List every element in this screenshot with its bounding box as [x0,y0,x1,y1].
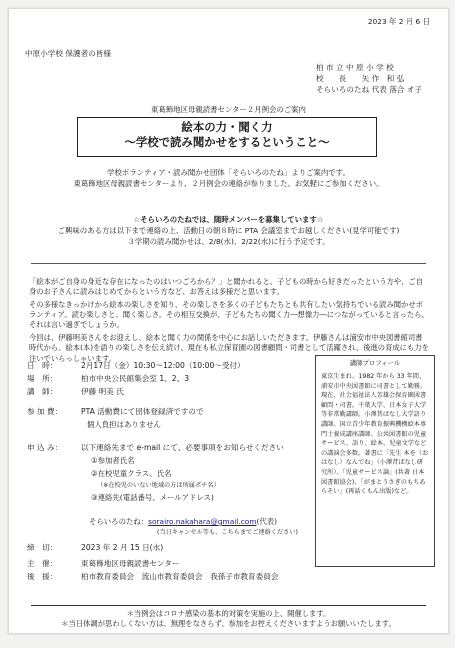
fee-value-2: 個人負担はありません [87,420,161,429]
contact-note: (当日キャンセル等も、こちらまでご連絡ください) [157,529,298,536]
host-value: 東葛飾地区母親読書センター [81,559,180,568]
place-row [27,374,189,384]
body-paragraph-1: 「絵本がご自身の身近な存在になったのはいつごろから？」と聞かれると、子どもの時から好きだったという方や、ご自身のお子さんに読みはじめてからという方など、お答えは多様だと思います。 [29,277,423,297]
place-label: 場 所： [27,374,58,383]
body-paragraph-3: 今回は、伊藤明美さんをお迎えし、絵本と聞く力の関係を中心にお話しいただきます。伊藤さんは浦安市中央図書館司書時代から、絵本(本)を語りの楽しさを伝え続け、現在も私立保育園の図書顧問・司書として活躍され、後進の育成にも力を注いでいらっしゃいます。 [29,332,429,363]
speaker-row [27,387,124,397]
notice-subtitle: 東葛飾地区母親読書センター２月例会のご案内 [151,105,306,114]
host-label: 主 催： [27,559,58,568]
apply-item-1: ①参加者氏名 [91,456,135,465]
apply-note: （※在校児のいない地域の方は所属ポチ名） [97,482,220,489]
fee-row [27,407,204,417]
apply-row [27,443,284,453]
body-paragraph-2: その多様なきっかけから絵本の楽しさを知り、その楽しさを多くの子どもたちとも共有したい気持ちでいる読み聞かせボランティア。読む楽しさと、聞く楽しさ。その相互交換が、子どもたちの聞く力―想像力―につながっていると言ったら、それは言い過ぎでしょうか。 [29,299,429,330]
speaker-label: 講 師： [27,387,58,396]
apply-value: 以下連絡先まで e-mail にて、必要事項をお知らせください [81,443,284,452]
support-label: 後 援： [27,572,58,581]
footer-divider [31,605,426,606]
datetime-label: 日 時： [27,361,58,370]
notice-document [8,8,449,634]
intro-block [9,167,448,189]
apply-item-2: ②在校児童クラス、氏名 [91,469,172,478]
contact-line [89,517,277,527]
recruit-block [9,215,448,248]
recruit-line-1: ご興味のある方は以下まで連絡の上、活動日の朝８時に PTA 会議室までお越しください(見学可能です) [57,225,400,235]
footer-line-1: ＊当例会はコロナ感染の基本的対策を実施の上、開催します。 [126,609,331,618]
sender-principal: 校 長 矢 作 和 弘 [316,73,405,83]
title-box [77,117,377,157]
support-row [27,572,278,582]
title-line-1: 絵本の力・聞く力 [181,120,273,134]
section-divider [31,263,426,264]
footer-line-2: ＊当日体調が思わしくない方は、無理をなさらず、参加をお控えくださいますようお願いいたします。 [61,619,396,629]
profile-title: 講師プロフィール [349,359,401,367]
host-row [27,559,179,569]
support-value: 柏市教育委員会 流山市教育委員会 我孫子市教育委員会 [81,572,279,581]
body-text [29,277,429,366]
profile-text: 東京生まれ。1982 年から 33 年間、浦安市中央図書館に司書として勤務。現在、社会福祉法人芳雄会保育園図書顧問・司書。千葉大学、日本女子大学等非常勤講師。小澤昔ばなし大学語り講師。国立青少年教育振興機構絵本専門士養成講座講師。公共図書館の児童サービス、語り、絵本、児童文学などの講演会多数。著書に「先生 本を（おはなし）なんでね」（小澤昔ばなし研究所）、「児童サービス論」(共著 日本図書館協会)、「がまとうさぎのもちあらそい」(再話くもん出版)など。 [321,372,429,496]
recruit-line-2: ３学期の読み聞かせは、2/8(水)、2/22(水)に行う予定です。 [127,236,330,246]
sender-block [316,63,422,95]
fee-value-1: PTA 活動費にて団体登録済ですので [81,407,204,416]
apply-label: 申 込 み： [27,443,63,452]
deadline-value: 2023 年 2 月 15 日(水) [81,543,164,552]
contact-suffix: (代表) [256,517,278,526]
intro-line-2: 東葛飾地区母親読書センターより、２月例会の連絡が参りました。お気軽にご参加ください。 [73,179,384,189]
speaker-profile-box [315,355,435,567]
deadline-label: 締 切： [27,543,58,552]
deadline-row [27,543,163,553]
place-value: 柏市中央公民館集会室 1、2、3 [81,374,190,383]
apply-item-3: ③連絡先(電話番号、メールアドレス) [91,493,214,502]
sender-group: そらいろのたね 代表 落合 オ子 [316,84,422,94]
recruit-heading: ☆そらいろのたねでは、随時メンバーを募集しています☆ [133,215,324,224]
sender-school: 柏 市 立 中 原 小 学 校 [316,63,394,72]
footer-notes [9,609,448,629]
intro-line-1: 学校ボランティア・読み聞かせ団体「そらいろのたね」よりご案内です。 [107,168,350,177]
contact-label: そらいろのたね： [89,517,149,526]
datetime-value: 2月17日（金）10:30～12:00（10:00～受付） [81,361,245,370]
recipient: 中原小学校 保護者の皆様 [25,49,111,58]
speaker-value: 伊藤 明美 氏 [81,387,124,396]
contact-email-link[interactable]: sorairo.nakahara@gmail.com [148,517,257,526]
datetime-row [27,361,245,371]
fee-label: 参 加 費： [27,407,63,416]
title-line-2: ～学校で読み聞かせをするということ～ [124,134,330,149]
document-date: 2023 年 2 月 6 日 [367,17,430,26]
